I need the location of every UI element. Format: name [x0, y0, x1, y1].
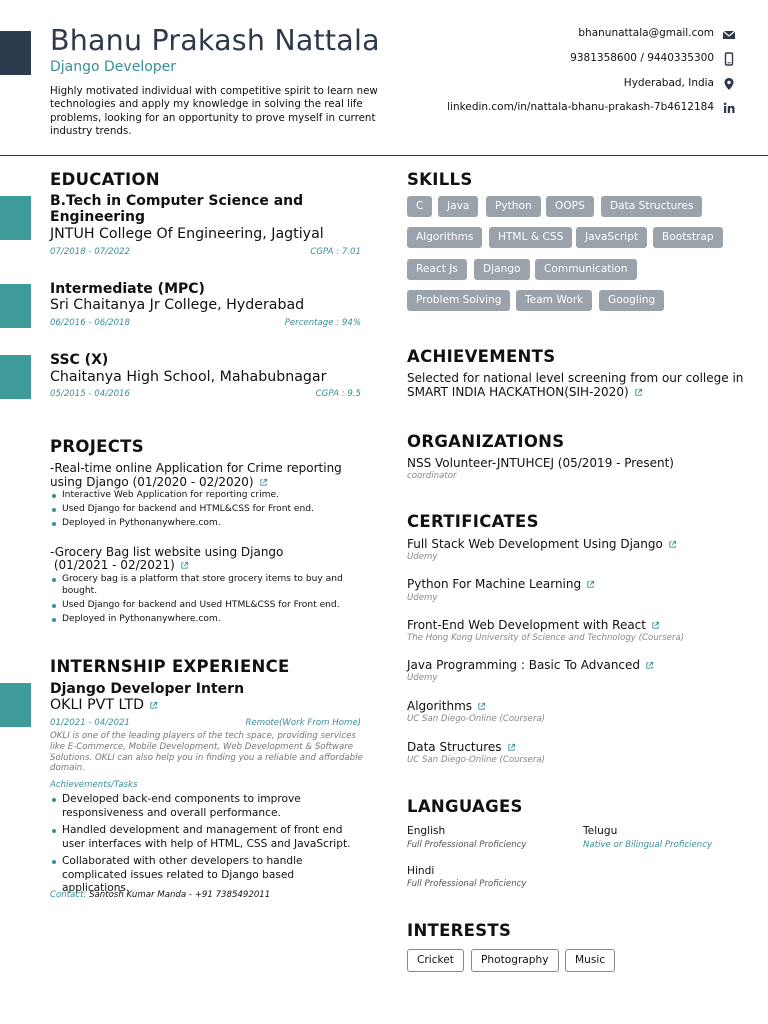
education-dates: 07/2018 - 07/2022: [50, 247, 130, 257]
header-accent-block: [0, 31, 31, 75]
contact-phone[interactable]: 9381358600 / 9440335300: [570, 52, 714, 64]
skill-tag: HTML & CSS: [489, 227, 572, 248]
internship-location: Remote(Work From Home): [245, 718, 361, 728]
external-link-icon[interactable]: [634, 388, 643, 397]
certificate-issuer: Udemy: [407, 552, 438, 562]
education-dates: 05/2015 - 04/2016: [50, 389, 130, 399]
tasks-label: Achievements/Tasks: [50, 780, 138, 790]
skill-tag: Team Work: [516, 290, 592, 311]
education-heading: EDUCATION: [50, 170, 160, 189]
organization-title: NSS Volunteer-JNTUHCEJ (05/2019 - Present): [407, 456, 674, 470]
skill-tag: React Js: [407, 259, 467, 280]
header-divider: [0, 155, 768, 156]
education-degree: SSC (X): [50, 352, 109, 368]
organizations-heading: ORGANIZATIONS: [407, 432, 565, 451]
external-link-icon[interactable]: [149, 701, 158, 710]
interest-tag: Cricket: [407, 949, 464, 972]
certificate-name: Data Structures: [407, 740, 516, 754]
certificate-name: Python For Machine Learning: [407, 577, 595, 591]
linkedin-icon: [722, 101, 736, 115]
education-accent-block-1: [0, 196, 31, 240]
candidate-name: Bhanu Prakash Nattala: [50, 24, 380, 57]
internship-title: Django Developer Intern: [50, 681, 245, 697]
internship-dates: 01/2021 - 04/2021: [50, 718, 130, 728]
interest-tag: Photography: [471, 949, 559, 972]
skill-tag: JavaScript: [576, 227, 647, 248]
education-accent-block-2: [0, 284, 31, 328]
certificate-issuer: Udemy: [407, 673, 438, 683]
certificate-issuer: Udemy: [407, 593, 438, 603]
contact-location: Hyderabad, India: [623, 77, 714, 89]
achievements-heading: ACHIEVEMENTS: [407, 347, 556, 366]
project-bullet: Used Django for backend and HTML&CSS for Front end.: [62, 504, 362, 516]
project-dates: (01/2021 - 02/2021): [50, 558, 380, 572]
education-degree: Intermediate (MPC): [50, 281, 205, 297]
language-level: Native or Bilingual Proficiency: [583, 840, 713, 850]
internship-heading: INTERNSHIP EXPERIENCE: [50, 657, 290, 676]
project-bullet: Deployed in Pythonanywhere.com.: [62, 518, 362, 530]
achievement-text-line2: SMART INDIA HACKATHON(SIH-2020): [407, 385, 643, 399]
task-bullet: Handled development and management of front end user interfaces with help of HTML, CSS and JavaScript.: [62, 824, 351, 850]
language-name: Telugu: [583, 825, 618, 837]
internship-company: OKLI PVT LTD: [50, 697, 158, 713]
education-school: JNTUH College Of Engineering, Jagtiyal: [50, 226, 324, 242]
skill-tag: C: [407, 196, 432, 217]
skills-heading: SKILLS: [407, 170, 473, 189]
certificate-issuer: The Hong Kong University of Science and Technology (Coursera): [407, 633, 685, 643]
achievement-text-line1: Selected for national level screening from our college in: [407, 371, 744, 385]
project-title: -Real-time online Application for Crime reporting using Django (01/2020 - 02/2020): [50, 461, 342, 489]
certificate-issuer: UC San Diego-Online (Coursera): [407, 714, 545, 724]
skill-tag: Data Structures: [601, 196, 702, 217]
external-link-icon[interactable]: [259, 478, 268, 487]
certificate-name: Algorithms: [407, 699, 486, 713]
task-bullet: Collaborated with other developers to handle complicated issues related to Django based applications.: [62, 855, 362, 896]
project-bullet: Grocery bag is a platform that store grocery items to buy and bought.: [62, 574, 362, 597]
external-link-icon[interactable]: [645, 661, 654, 670]
skill-tag: Python: [486, 196, 541, 217]
phone-icon: [722, 52, 736, 66]
external-link-icon[interactable]: [668, 540, 677, 549]
profile-summary: Highly motivated individual with competitive spirit to learn new technologies and apply my knowledge in solving the real life problems, looking for an opportunity to prove myself in current industry trends.: [50, 85, 378, 138]
project-bullet: Interactive Web Application for reporting crime.: [62, 490, 362, 502]
education-score: CGPA : 9.5: [315, 389, 361, 399]
external-link-icon[interactable]: [651, 621, 660, 630]
certificates-heading: CERTIFICATES: [407, 512, 539, 531]
skill-tag: Problem Solving: [407, 290, 510, 311]
external-link-icon[interactable]: [586, 580, 595, 589]
skill-tag: Googling: [599, 290, 664, 311]
language-level: Full Professional Proficiency: [407, 840, 527, 850]
internship-accent-block: [0, 683, 31, 727]
certificate-name: Front-End Web Development with React: [407, 618, 660, 632]
certificate-name: Full Stack Web Development Using Django: [407, 537, 677, 551]
language-name: English: [407, 825, 446, 837]
education-school: Sri Chaitanya Jr College, Hyderabad: [50, 297, 305, 313]
education-school: Chaitanya High School, Mahabubnagar: [50, 369, 327, 385]
external-link-icon[interactable]: [477, 702, 486, 711]
education-dates: 06/2016 - 06/2018: [50, 318, 130, 328]
contact-email[interactable]: bhanunattala@gmail.com: [578, 27, 714, 39]
skill-tag: Django: [474, 259, 530, 280]
skill-tag: Bootstrap: [653, 227, 723, 248]
internship-contact: Contact: Santosh Kumar Manda - +91 7385492011: [50, 890, 271, 900]
education-accent-block-3: [0, 355, 31, 399]
interest-tag: Music: [565, 949, 615, 972]
certificate-name: Java Programming : Basic To Advanced: [407, 658, 654, 672]
organization-role: coordinator: [407, 471, 457, 481]
internship-description: OKLI is one of the leading players of the tech space, providing services like E-Commerce, Mobile Development, Web Development & Software Solutions. OKLI can also help you in finding you a reliable and affordable domain.: [50, 731, 363, 774]
project-bullet: Deployed in Pythonanywhere.com.: [62, 614, 362, 626]
education-score: Percentage : 94%: [284, 318, 361, 328]
certificate-issuer: UC San Diego-Online (Coursera): [407, 755, 545, 765]
external-link-icon[interactable]: [507, 743, 516, 752]
location-pin-icon: [722, 77, 736, 91]
interests-heading: INTERESTS: [407, 921, 512, 940]
project-title: -Grocery Bag list website using Django: [50, 545, 284, 559]
education-score: CGPA : 7.01: [310, 247, 361, 257]
language-level: Full Professional Proficiency: [407, 879, 527, 889]
projects-heading: PROJECTS: [50, 437, 144, 456]
language-name: Hindi: [407, 865, 435, 877]
skill-tag: OOPS: [546, 196, 594, 217]
skill-tag: Algorithms: [407, 227, 482, 248]
external-link-icon[interactable]: [180, 561, 189, 570]
languages-heading: LANGUAGES: [407, 797, 523, 816]
skill-tag: Communication: [535, 259, 637, 280]
candidate-role: Django Developer: [50, 59, 177, 75]
project-bullet: Used Django for backend and Used HTML&CSS for Front end.: [62, 600, 362, 612]
education-degree: B.Tech in Computer Science and Engineering: [50, 193, 304, 225]
email-icon: [722, 28, 736, 42]
contact-linkedin[interactable]: linkedin.com/in/nattala-bhanu-prakash-7b4612184: [447, 101, 714, 113]
skill-tag: Java: [438, 196, 478, 217]
task-bullet: Developed back-end components to improve responsiveness and overall performance.: [62, 793, 322, 820]
